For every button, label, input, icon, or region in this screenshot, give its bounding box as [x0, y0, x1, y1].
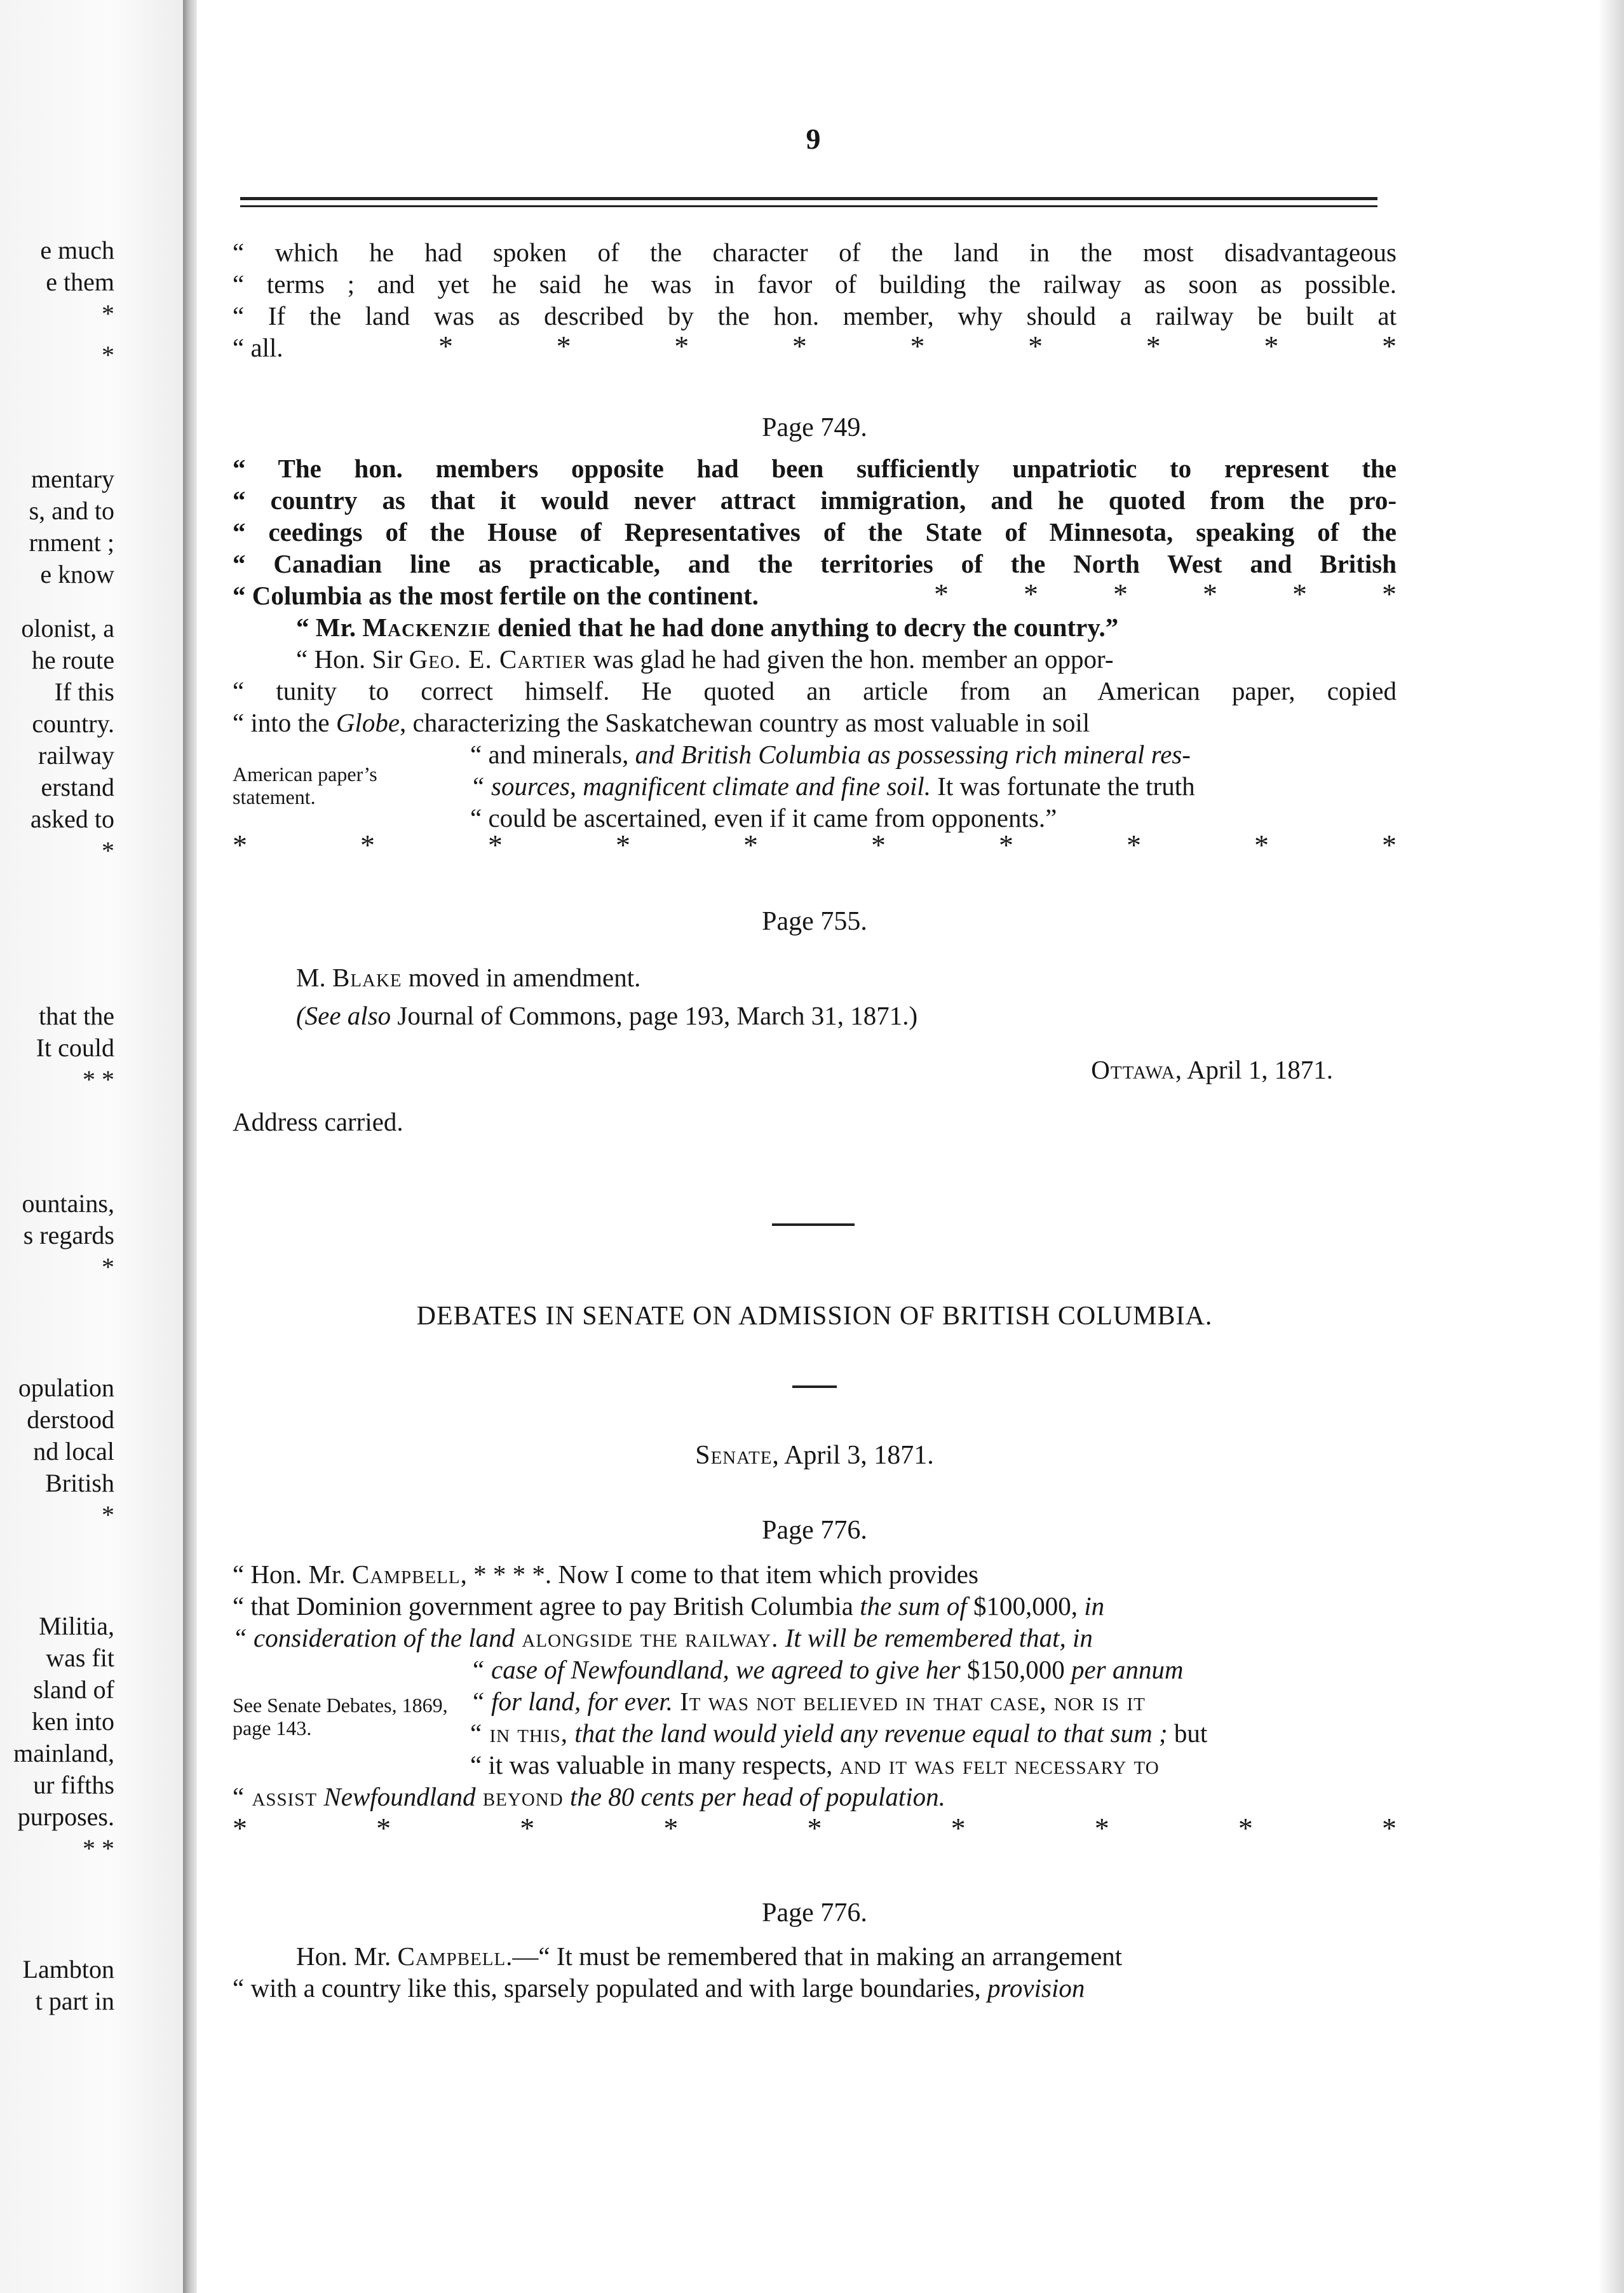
opponents-line: “ could be ascertained, even if it came from opponents.”: [470, 803, 1057, 833]
facing-page-fragment: country.: [32, 709, 114, 738]
facing-page-fragment: erstand: [41, 773, 114, 801]
sources-line: “ sources, magnificent climate and fine soil. It was fortunate the truth: [470, 772, 1195, 801]
facing-page-fragment: Lambton: [22, 1955, 114, 1983]
newfoundland-line: “ case of Newfoundland, we agreed to give her $150,000 per annum: [470, 1655, 1184, 1684]
facing-page-fragment: *: [102, 1500, 114, 1529]
header-rule-thin: [240, 205, 1377, 207]
text-line: “ country as that it would never attract immigration, and he quoted from the pro-: [233, 486, 1397, 515]
facing-page-fragment: Militia,: [39, 1612, 114, 1640]
facing-page-fragment: derstood: [27, 1405, 114, 1434]
book-gutter: [183, 0, 197, 2293]
margin-note: See Senate Debates, 1869, page 143.: [233, 1694, 448, 1739]
valuable-line: “ it was valuable in many respects, and it was felt necessary to: [470, 1750, 1160, 1779]
facing-page-fragment: *: [102, 299, 114, 328]
facing-page-fragment: purposes.: [17, 1802, 114, 1831]
page-heading-755: Page 755.: [762, 907, 867, 936]
facing-page-fragment: It could: [36, 1033, 114, 1062]
facing-page: [0, 0, 184, 2293]
facing-page-fragment: * *: [83, 1834, 114, 1863]
facing-page-fragment: he route: [32, 646, 114, 674]
page-heading-776: Page 776.: [762, 1516, 867, 1545]
ellipsis-stars: * * * * * * * * * *: [233, 829, 1397, 861]
facing-page-fragment: that the: [39, 1002, 114, 1030]
cartier-line: “ Hon. Sir Geo. E. Cartier was glad he had given the hon. member an oppor-: [296, 644, 1114, 674]
margin-note: American paper’s statement.: [233, 763, 377, 808]
consideration-line: “ consideration of the land alongside the railway. It will be remembered that, in: [233, 1623, 1093, 1652]
facing-page-fragment: e know: [40, 560, 114, 589]
ellipsis-stars: * * * * * *: [934, 578, 1397, 610]
see-also-line: (See also Journal of Commons, page 193, March 31, 1871.): [296, 1001, 918, 1030]
dateline: Ottawa, April 1, 1871.: [1091, 1055, 1333, 1084]
facing-page-fragment: e much: [40, 236, 114, 264]
facing-page-fragment: * *: [83, 1065, 114, 1094]
text-line: “ ceedings of the House of Representatives of the State of Minnesota, speaking of the: [233, 517, 1397, 547]
header-rule: [240, 197, 1377, 200]
globe-line: “ into the Globe, characterizing the Saskatchewan country as most valuable in soil: [233, 708, 1090, 737]
facing-page-fragment: ur fifths: [33, 1771, 114, 1799]
page-heading-776b: Page 776.: [762, 1898, 867, 1928]
facing-page-fragment: asked to: [30, 805, 114, 833]
text-line: “ If the land was as described by the hon. member, why should a railway be built at: [233, 301, 1397, 330]
mackenzie-line: “ Mr. Mackenzie denied that he had done anything to decry the country.”: [296, 613, 1119, 642]
facing-page-fragment: sland of: [33, 1675, 114, 1704]
last-line: “ with a country like this, sparsely populated and with large boundaries, provision: [233, 1973, 1085, 2003]
facing-page-fragment: olonist, a: [21, 614, 114, 643]
ellipsis-stars: * * * * * * * * *: [438, 330, 1397, 362]
campbell-line: “ Hon. Mr. Campbell, * * * *. Now I come to that item which provides: [233, 1560, 978, 1589]
section-rule: [772, 1223, 855, 1226]
text-line: “ all.: [233, 333, 283, 362]
blake-line: M. Blake moved in amendment.: [296, 963, 641, 992]
text-line: “ Canadian line as practicable, and the territories of the North West and British: [233, 549, 1397, 578]
text-line: “ Columbia as the most fertile on the continent.: [233, 581, 759, 610]
facing-page-fragment: British: [45, 1469, 114, 1497]
facing-page-fragment: railway: [38, 741, 114, 770]
facing-page-fragment: s, and to: [29, 496, 114, 525]
facing-page-fragment: ountains,: [22, 1189, 114, 1218]
facing-page-fragment: *: [102, 341, 114, 369]
in-this-line: “ in this, that the land would yield any revenue equal to that sum ; but: [470, 1718, 1208, 1748]
facing-page-fragment: ken into: [32, 1707, 114, 1736]
ellipsis-stars: * * * * * * * * *: [233, 1812, 1397, 1844]
facing-page-fragment: mentary: [30, 465, 114, 493]
page-heading-749: Page 749.: [762, 413, 867, 442]
text-line: “ terms ; and yet he said he was in favor of building the railway as soon as possible.: [233, 269, 1397, 299]
campbell2-line: Hon. Mr. Campbell.—“ It must be remembered that in making an arrangement: [296, 1942, 1123, 1971]
facing-page-fragment: opulation: [18, 1373, 114, 1402]
facing-page-fragment: nd local: [33, 1437, 114, 1466]
section-title: DEBATES IN SENATE ON ADMISSION OF BRITISH COLUMBIA.: [416, 1302, 1213, 1331]
page-number: 9: [806, 123, 821, 155]
facing-page-fragment: e them: [46, 268, 114, 296]
facing-page-fragment: rnment ;: [29, 528, 114, 557]
text-line: “ which he had spoken of the character of the land in the most disadvantageous: [233, 238, 1397, 267]
dominion-line: “ that Dominion government agree to pay British Columbia the sum of $100,000, in: [233, 1591, 1105, 1621]
senate-date: Senate, April 3, 1871.: [695, 1441, 934, 1470]
text-line: “ tunity to correct himself. He quoted an article from an American paper, copied: [233, 676, 1397, 705]
title-rule: [792, 1385, 837, 1388]
facing-page-fragment: was fit: [46, 1643, 114, 1672]
facing-page-fragment: *: [102, 1253, 114, 1281]
text-line: “ The hon. members opposite had been sufficiently unpatriotic to represent the: [233, 454, 1397, 483]
facing-page-fragment: mainland,: [13, 1739, 114, 1767]
minerals-line: “ and minerals, and British Columbia as possessing rich mineral res-: [470, 740, 1191, 769]
page-edge-shadow: [1599, 0, 1624, 2293]
facing-page-fragment: If this: [54, 677, 114, 706]
facing-page-fragment: *: [102, 836, 114, 865]
land-line: “ for land, for ever. It was not believed in that case, nor is it: [470, 1687, 1146, 1716]
address-carried: Address carried.: [233, 1107, 403, 1136]
facing-page-fragment: t part in: [35, 1987, 114, 2015]
assist-line: “ assist Newfoundland beyond the 80 cents per head of population.: [233, 1782, 945, 1811]
facing-page-fragment: s regards: [23, 1221, 114, 1249]
